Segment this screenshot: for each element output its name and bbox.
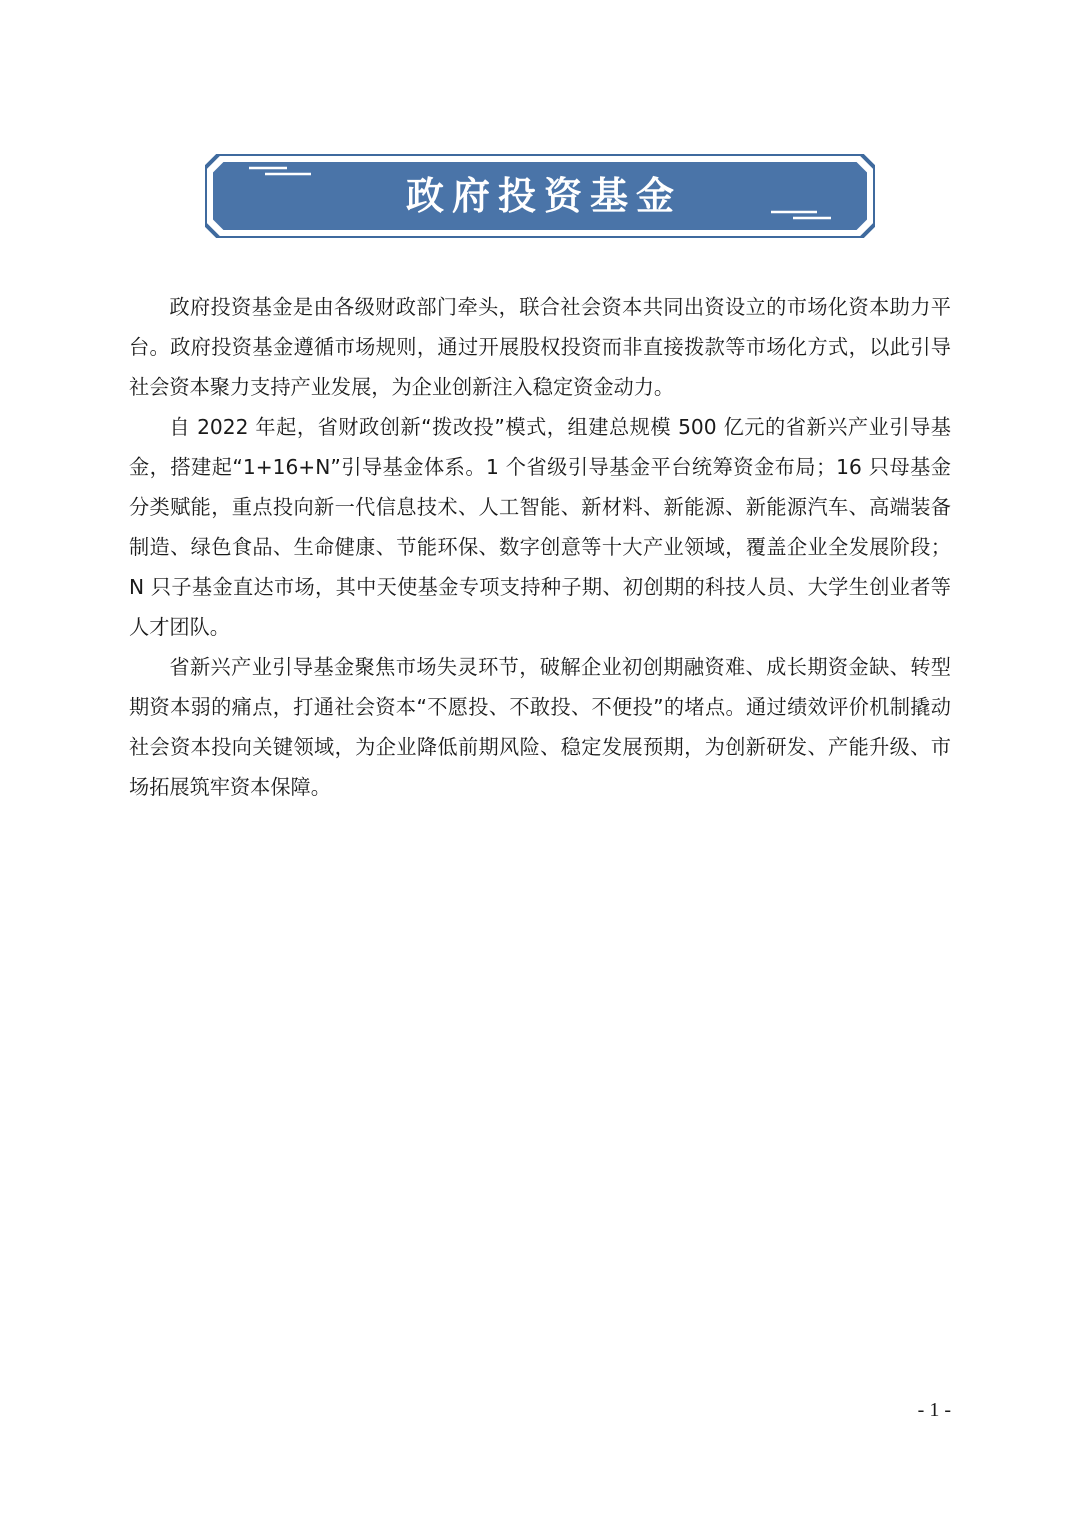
page-title: 政府投资基金: [405, 173, 682, 218]
paragraph-intro: 政府投资基金是由各级财政部门牵头，联合社会资本共同出资设立的市场化资本助力平台。政府投资基金遵循市场规则，通过开展股权投资而非直接拨款等市场化方式，以此引导社会资本聚力支持产业发展，为企业创新注入稳定资金动力。: [129, 295, 951, 399]
paragraph-market-failure: 省新兴产业引导基金聚焦市场失灵环节，破解企业初创期融资难、成长期资金缺、转型期资本弱的痛点，打通社会资本“不愿投、不敢投、不便投”的堵点。通过绩效评价机制撬动社会资本投向关键领域，为企业降低前期风险、稳定发展预期，为创新研发、产能升级、市场拓展筑牢资本保障。: [129, 655, 951, 799]
paragraph-fund-system: 自 2022 年起，省财政创新“拨改投”模式，组建总规模 500 亿元的省新兴产业引导基金，搭建起“1+16+N”引导基金体系。1 个省级引导基金平台统筹资金布局；16 只母基金分类赋能，重点投向新一代信息技术、人工智能、新材料、新能源、新能源汽车、高端装备制造、绿色食品、生命健康、节能环保、数字创意等十大产业领域，覆盖企业全发展阶段；N 只子基金直达市场，其中天使基金专项支持种子期、初创期的科技人员、大学生创业者等人才团队。: [129, 415, 951, 639]
page-number: - 1 -: [917, 1399, 951, 1421]
title-banner: [205, 154, 875, 238]
article-body: [129, 287, 951, 807]
